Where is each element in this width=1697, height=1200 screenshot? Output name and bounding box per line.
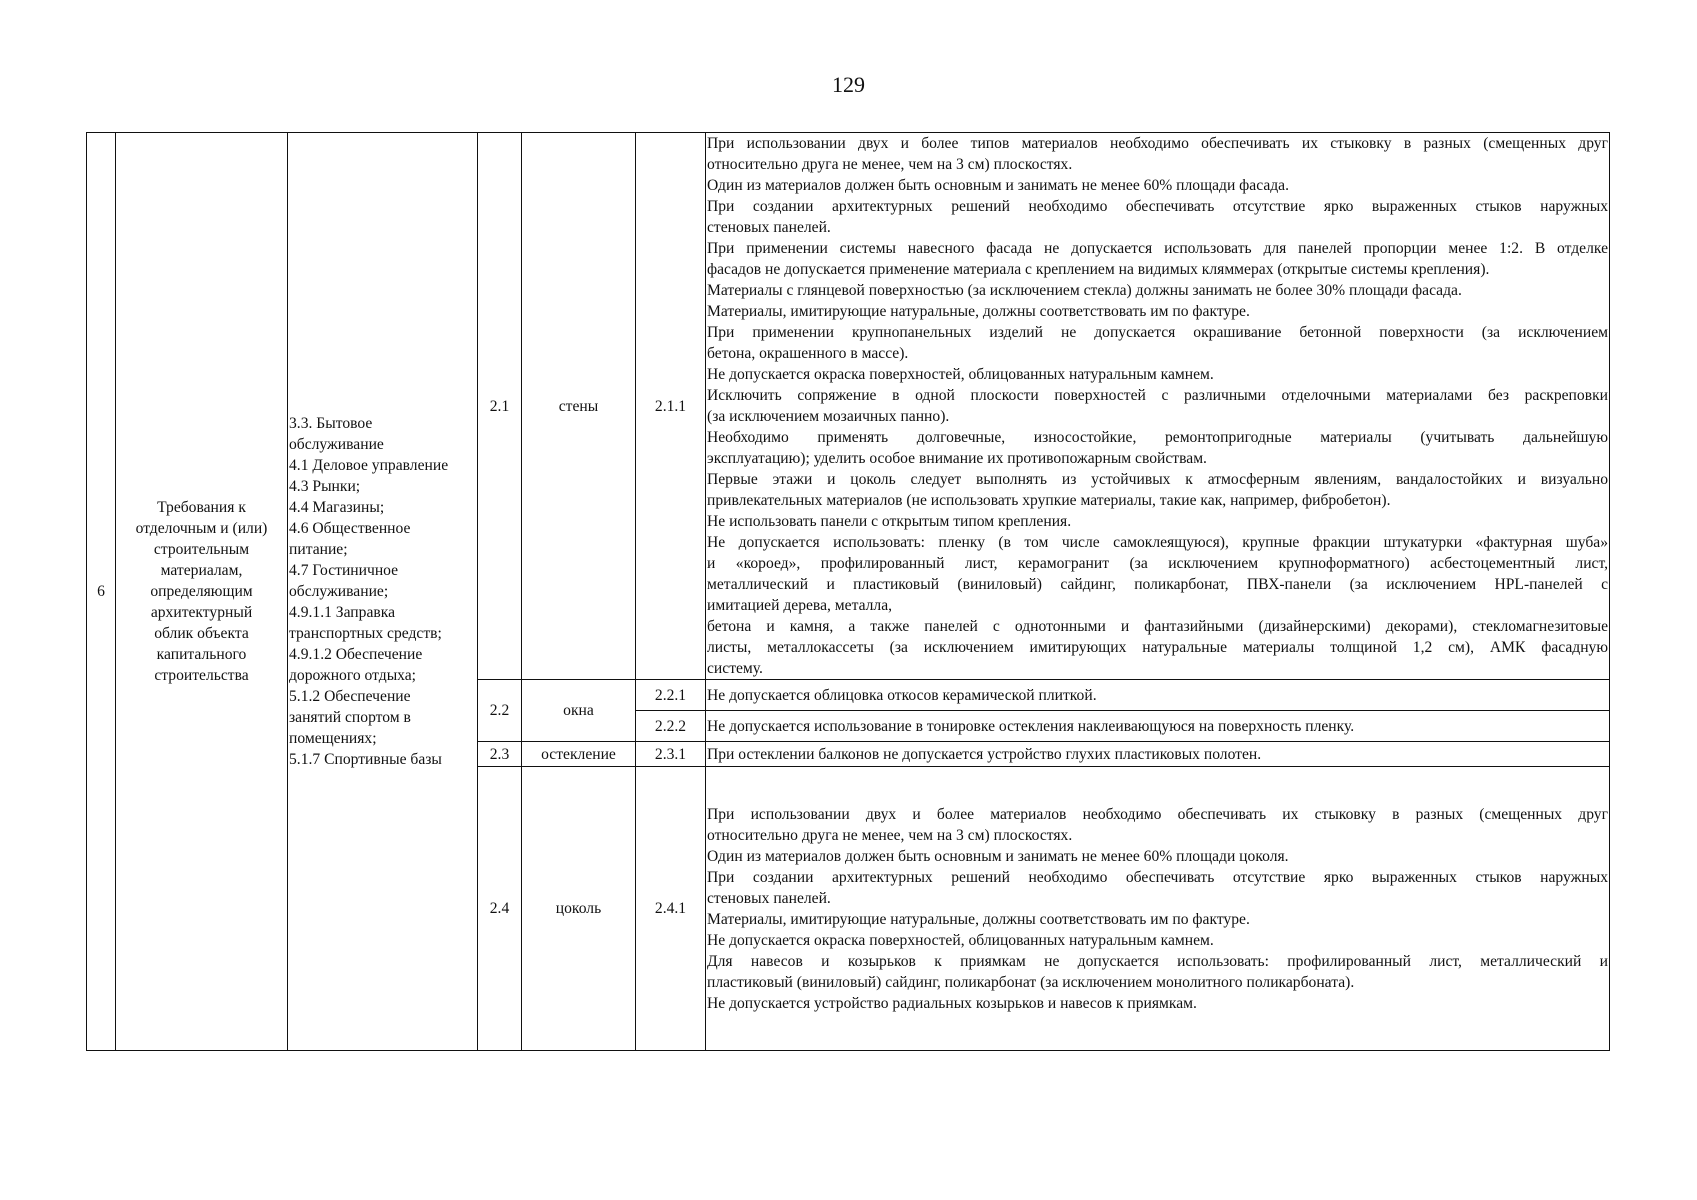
row-number-cell: 6 xyxy=(87,133,116,1051)
text-line: Не допускается окраска поверхностей, облицованных натуральным камнем. xyxy=(707,366,1214,383)
text-line: При применении крупнопанельных изделий не допускается окрашивание бетонной поверхности (за исключением xyxy=(707,324,1608,341)
text-line: При применении системы навесного фасада не допускается использовать для панелей пропорции менее 1:2. В отделке xyxy=(707,240,1608,257)
text-line: Не допускается устройство радиальных козырьков и навесов к приямкам. xyxy=(707,994,1197,1012)
text-line: металлический и пластиковый (виниловый) сайдинг, поликарбонат, ПВХ-панели (за исключением HPL-панелей с xyxy=(707,576,1608,593)
page-number: 129 xyxy=(832,72,865,97)
text-line: (за исключением мозаичных панно). xyxy=(707,408,950,425)
element-code-cell: 2.2 xyxy=(478,680,522,742)
text-line: Требования к xyxy=(157,499,246,516)
text-line: определяющим xyxy=(150,583,253,600)
requirement-text xyxy=(118,497,285,686)
text-line: обслуживание xyxy=(289,436,384,453)
element-code-cell: 2.4 xyxy=(478,767,522,1051)
element-code-cell: 2.1 xyxy=(478,133,522,680)
element-name-cell: цоколь xyxy=(522,767,636,1051)
text-line: помещениях; xyxy=(289,730,377,747)
text-line: Первые этажи и цоколь следует выполнять из устойчивых к атмосферным явлениям, вандалостойких и визуально xyxy=(707,471,1608,488)
text-line: бетона, окрашенного в массе). xyxy=(707,345,909,362)
item-text-cell xyxy=(706,711,1610,742)
element-name-cell: окна xyxy=(522,680,636,742)
text-line: питание; xyxy=(289,541,348,558)
item-text-cell xyxy=(706,133,1610,680)
text-line: стеновых панелей. xyxy=(707,889,831,907)
text-line: 4.4 Магазины; xyxy=(289,499,385,516)
use-kinds-cell xyxy=(288,133,478,1051)
element-name-cell: стены xyxy=(522,133,636,680)
text-line: Не допускается использовать: пленку (в том числе самоклеящуюся), крупные фракции штукатурки «фактурная шуба» xyxy=(707,534,1608,551)
text-line: капитального xyxy=(156,646,247,663)
text-line: эксплуатацию); уделить особое внимание их противопожарным свойствам. xyxy=(707,450,1207,467)
text-line: листы, металлокассеты (за исключением имитирующих натуральные материалы толщиной 1,2 см), АМК фасадную xyxy=(707,639,1608,656)
text-line: Материалы, имитирующие натуральные, должны соответствовать им по фактуре. xyxy=(707,303,1250,320)
text-line: Необходимо применять долговечные, износостойкие, ремонтопригодные материалы (учитывать дальнейшую xyxy=(707,429,1608,446)
item-code-cell: 2.2.2 xyxy=(636,711,706,742)
text-line: При использовании двух и более материалов необходимо обеспечивать их стыковку в разных (смещенных друг xyxy=(707,805,1608,823)
text-line: дорожного отдыха; xyxy=(289,667,417,684)
text-line: пластиковый (виниловый) сайдинг, поликарбонат (за исключением монолитного поликарбоната). xyxy=(707,973,1355,991)
text-line: 5.1.7 Спортивные базы xyxy=(289,751,442,768)
text-line: 4.9.1.1 Заправка xyxy=(289,604,395,621)
item-text-cell xyxy=(706,767,1610,1051)
text-line: отделочным и (или) xyxy=(135,520,268,537)
text-line: облик объекта xyxy=(154,625,249,642)
item-code-cell: 2.3.1 xyxy=(636,742,706,767)
text-line: 4.9.1.2 Обеспечение xyxy=(289,646,423,663)
item-text-cell xyxy=(706,680,1610,711)
text-line: бетона и камня, а также панелей с однотонными и фантазийными (дизайнерскими) декорами), стекломагнезитовые xyxy=(707,618,1608,635)
text-line: Не допускается облицовка откосов керамической плиткой. xyxy=(707,686,1097,704)
text-line: Для навесов и козырьков к приямкам не допускается использовать: профилированный лист, металлический и xyxy=(707,952,1608,970)
text-line: и «короед», профилированный лист, керамогранит (за исключением крупноформатного) асбестоцементный лист, xyxy=(707,555,1608,572)
text-line: При остеклении балконов не допускается устройство глухих пластиковых полотен. xyxy=(707,745,1262,763)
text-line: привлекательных материалов (не использовать хрупкие материалы, такие как, например, фибробетон). xyxy=(707,492,1391,509)
text-line: 4.6 Общественное xyxy=(289,520,411,537)
text-line: архитектурный xyxy=(150,604,253,621)
text-line: относительно друга не менее, чем на 3 см) плоскостях. xyxy=(707,826,1073,844)
text-line: Материалы с глянцевой поверхностью (за исключением стекла) должны занимать не более 30% площади фасада. xyxy=(707,282,1462,299)
text-line: материалам, xyxy=(160,562,243,579)
text-line: Не использовать панели с открытым типом крепления. xyxy=(707,513,1072,530)
text-line: При создании архитектурных решений необходимо обеспечивать отсутствие ярко выраженных стыков наружных xyxy=(707,868,1608,886)
text-line: систему. xyxy=(707,660,763,677)
item-code-cell: 2.2.1 xyxy=(636,680,706,711)
requirements-table xyxy=(86,132,1610,1051)
text-line: Не допускается окраска поверхностей, облицованных натуральным камнем. xyxy=(707,931,1214,949)
text-line: При использовании двух и более типов материалов необходимо обеспечивать их стыковку в разных (смещенных друг xyxy=(707,135,1608,152)
text-line: относительно друга не менее, чем на 3 см) плоскостях. xyxy=(707,156,1073,173)
text-line: занятий спортом в xyxy=(289,709,411,726)
text-line: При создании архитектурных решений необходимо обеспечивать отсутствие ярко выраженных стыков наружных xyxy=(707,198,1608,215)
element-code-cell: 2.3 xyxy=(478,742,522,767)
text-line: стеновых панелей. xyxy=(707,219,831,236)
text-line: транспортных средств; xyxy=(289,625,442,642)
text-line: Один из материалов должен быть основным и занимать не менее 60% площади цоколя. xyxy=(707,847,1289,865)
item-code-cell: 2.4.1 xyxy=(636,767,706,1051)
text-line: 3.3. Бытовое xyxy=(289,415,373,432)
text-line: Исключить сопряжение в одной плоскости поверхностей с различными отделочными материалами без раскреповки xyxy=(707,387,1608,404)
use-kinds-list xyxy=(289,413,477,770)
text-line: 4.1 Деловое управление xyxy=(289,457,449,474)
text-line: Материалы, имитирующие натуральные, должны соответствовать им по фактуре. xyxy=(707,910,1250,928)
item-text-cell xyxy=(706,742,1610,767)
text-line: строительным xyxy=(153,541,250,558)
text-line: фасадов не допускается применение материала с креплением на видимых кляммерах (открытые системы крепления). xyxy=(707,261,1490,278)
element-name-cell: остекление xyxy=(522,742,636,767)
text-line: 5.1.2 Обеспечение xyxy=(289,688,411,705)
text-line: 4.7 Гостиничное xyxy=(289,562,399,579)
text-line: имитацией дерева, металла, xyxy=(707,597,893,614)
table-row xyxy=(87,133,1610,680)
text-line: 4.3 Рынки; xyxy=(289,478,361,495)
text-line: Один из материалов должен быть основным и занимать не менее 60% площади фасада. xyxy=(707,177,1289,194)
text-line: строительства xyxy=(154,667,249,684)
text-line: Не допускается использование в тонировке остекления наклеивающуюся на поверхность пленку. xyxy=(707,717,1355,735)
requirement-cell xyxy=(116,133,288,1051)
text-line: обслуживание; xyxy=(289,583,389,600)
item-code-cell: 2.1.1 xyxy=(636,133,706,680)
